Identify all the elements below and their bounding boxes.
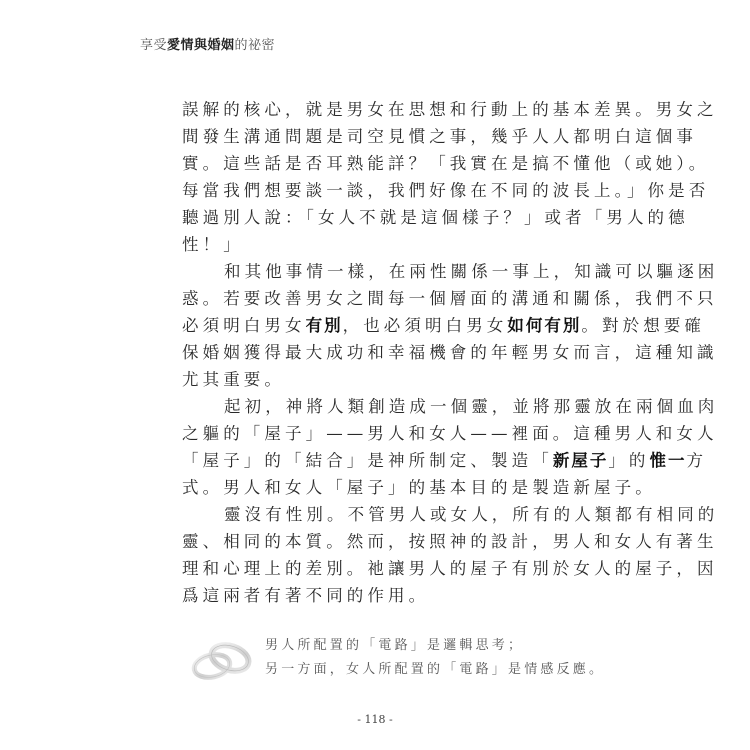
text-segment: 惑。若要改善男女之間每一個層面的溝通和關係，我們不只	[182, 289, 718, 308]
running-header	[140, 34, 275, 53]
text-line	[182, 123, 697, 150]
text-segment: ，也必須明白男女	[342, 316, 508, 335]
callout-line-1: 男人所配置的「電路」是邏輯思考；	[265, 638, 525, 653]
text-line	[182, 393, 719, 420]
page-number: - 118 -	[357, 713, 393, 726]
text-segment: 每當我們想要談一談，我們好像在不同的波長上。」你是否	[182, 181, 710, 200]
text-segment: 方	[686, 451, 708, 470]
text-line	[182, 258, 719, 285]
text-line	[182, 528, 718, 555]
text-segment: 靈、相同的本質。然而，按照神的設計，男人和女人有著生	[182, 532, 718, 551]
text-segment: 誤解的核心，就是男女在思想和行動上的基本差異。男女之	[182, 100, 718, 119]
text-segment: 」的	[608, 451, 650, 470]
text-segment: 。對於想要確	[581, 316, 706, 335]
text-line	[182, 420, 718, 447]
emphasis-text: 惟一	[649, 451, 687, 470]
emphasis-text: 有別	[305, 316, 343, 335]
text-line	[182, 555, 718, 582]
body-text	[182, 96, 719, 609]
text-line	[182, 447, 708, 474]
text-line	[182, 339, 718, 366]
text-segment: 靈沒有性別。不管男人或女人，所有的人類都有相同的	[224, 505, 719, 524]
header-prefix: 享受	[140, 38, 168, 53]
text-segment: 聽過別人說：「女人不就是這個樣子？」或者「男人的德	[182, 208, 689, 227]
text-segment: 爲這兩者有著不同的作用。	[182, 586, 430, 605]
emphasis-text: 新屋子	[552, 451, 609, 470]
text-line	[182, 582, 572, 609]
text-segment: 「屋子」的「結合」是神所制定、製造「	[182, 451, 553, 470]
text-line	[182, 312, 706, 339]
text-segment: 必須明白男女	[182, 316, 306, 335]
callout-box	[190, 632, 606, 692]
text-line	[182, 366, 572, 393]
text-segment: 尤其重要。	[182, 370, 285, 389]
text-segment: 之軀的「屋子」——男人和女人——裡面。這種男人和女人	[182, 424, 718, 443]
text-line	[182, 231, 572, 258]
text-segment: 理和心理上的差別。祂讓男人的屋子有別於女人的屋子，因	[182, 559, 718, 578]
header-bold: 愛情與婚姻	[167, 38, 235, 53]
callout-line-2: 另一方面，女人所配置的「電路」是情感反應。	[265, 662, 606, 677]
text-segment: 實。這些話是否耳熟能詳？「我實在是搞不懂他（或她）。	[182, 154, 710, 173]
text-line	[182, 204, 689, 231]
wedding-rings-icon	[190, 638, 256, 682]
text-segment: 和其他事情一樣，在兩性關係一事上，知識可以驅逐困	[224, 262, 719, 281]
text-segment: 性！」	[182, 235, 244, 254]
text-line	[182, 285, 718, 312]
text-segment: 式。男人和女人「屋子」的基本目的是製造新屋子。	[182, 478, 656, 497]
text-line	[182, 474, 656, 501]
text-segment: 保婚姻獲得最大成功和幸福機會的年輕男女而言，這種知識	[182, 343, 718, 362]
emphasis-text: 如何有別	[507, 316, 582, 335]
text-segment: 起初，神將人類創造成一個靈，並將那靈放在兩個血肉	[224, 397, 719, 416]
text-segment: 間發生溝通問題是司空見慣之事，幾乎人人都明白這個事	[182, 127, 697, 146]
text-line	[182, 177, 710, 204]
text-line	[182, 501, 719, 528]
text-line	[182, 150, 710, 177]
header-suffix: 的祕密	[234, 38, 276, 53]
text-line	[182, 96, 718, 123]
callout-text	[265, 634, 605, 682]
